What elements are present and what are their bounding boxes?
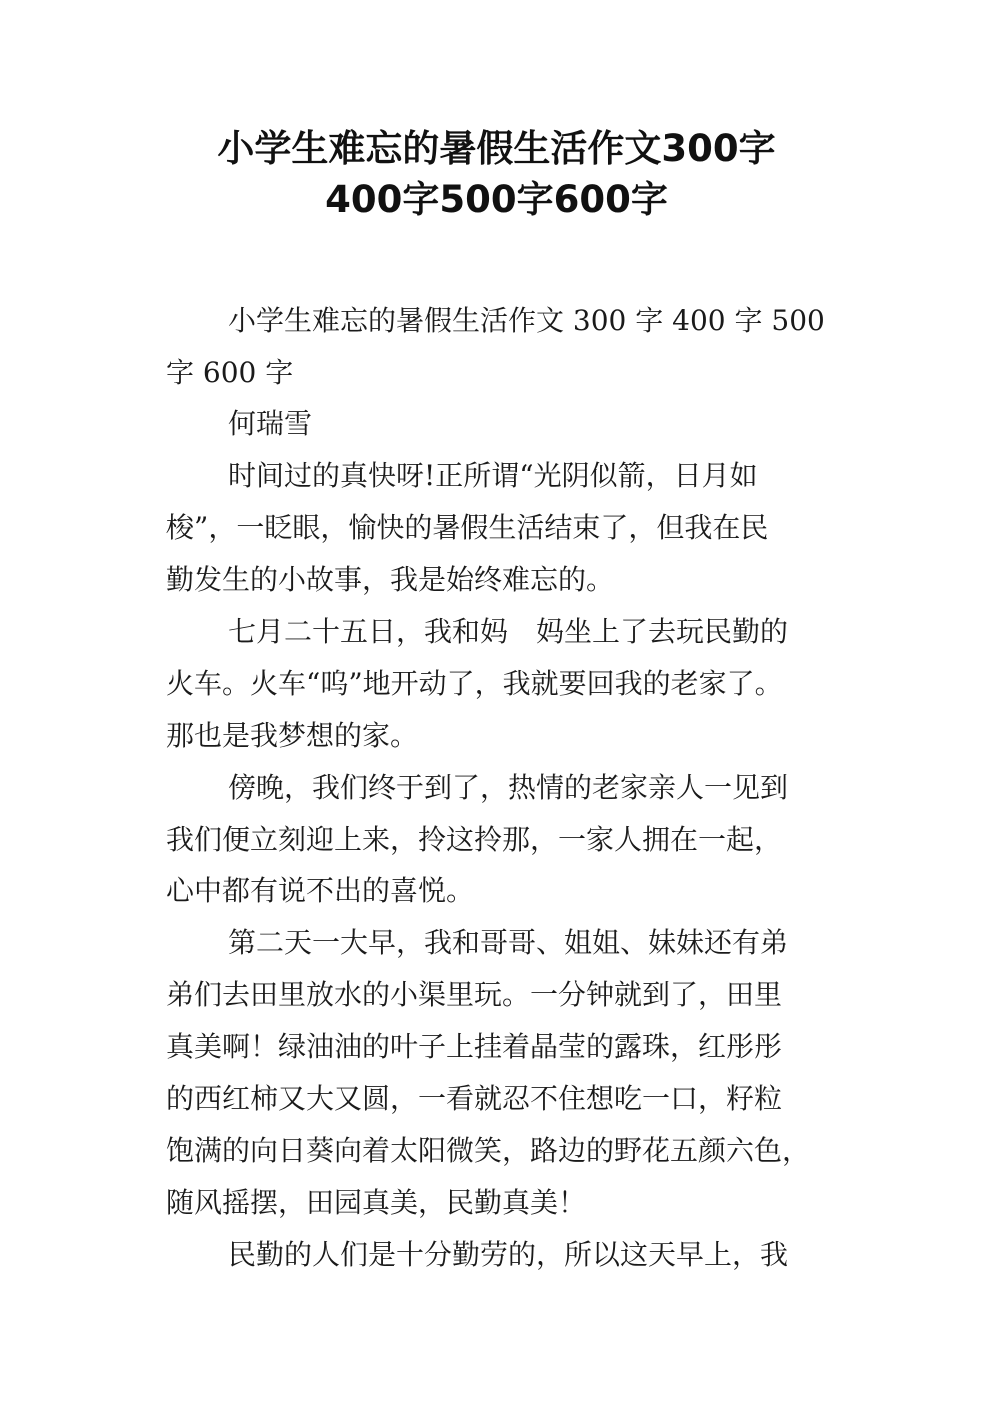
body-line: 字 600 字 [166,356,294,389]
body-line: 梭”，一眨眼，愉快的暑假生活结束了，但我在民 [166,511,769,544]
body-line: 真美啊！绿油油的叶子上挂着晶莹的露珠，红彤彤 [166,1030,783,1063]
body-line: 七月二十五日，我和妈 妈坐上了去玩民勤的 [228,615,789,648]
body-line: 的西红柿又大又圆，一看就忍不住想吃一口，籽粒 [166,1082,783,1115]
body-line: 第二天一大早，我和哥哥、姐姐、妹妹还有弟 [228,926,789,959]
body-line: 我们便立刻迎上来，拎这拎那，一家人拥在一起， [166,823,783,856]
body-line: 饱满的向日葵向着太阳微笑，路边的野花五颜六色， [166,1134,811,1167]
body-line: 心中都有说不出的喜悦。 [166,874,475,907]
body-line: 弟们去田里放水的小渠里玩。一分钟就到了，田里 [166,978,783,1011]
document-title-line-1: 小学生难忘的暑假生活作文300字 [217,127,776,170]
document-title-line-2: 400字500字600字 [325,178,668,221]
body-line: 随风摇摆，田园真美，民勤真美！ [166,1186,587,1219]
body-line: 火车。火车“呜”地开动了，我就要回我的老家了。 [166,667,783,700]
body-line: 时间过的真快呀!正所谓“光阴似箭，日月如 [228,459,758,492]
author-name: 何瑞雪 [228,407,313,440]
body-line: 小学生难忘的暑假生活作文 300 字 400 字 500 [228,304,825,337]
body-line: 傍晚，我们终于到了，热情的老家亲人一见到 [228,771,789,804]
body-line: 勤发生的小故事，我是始终难忘的。 [166,563,615,596]
body-line: 民勤的人们是十分勤劳的，所以这天早上，我 [228,1238,789,1271]
body-line: 那也是我梦想的家。 [166,719,419,752]
